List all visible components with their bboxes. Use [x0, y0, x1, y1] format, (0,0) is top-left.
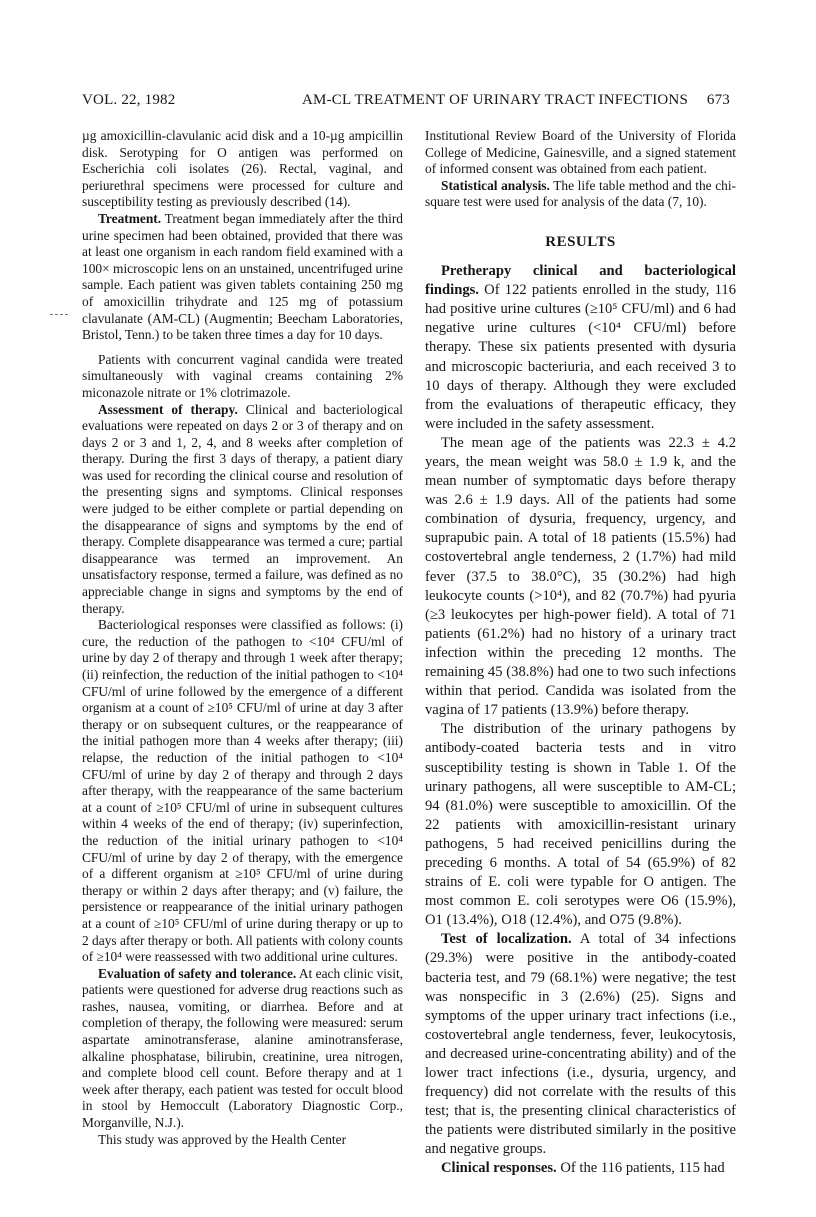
stats-paragraph — [425, 178, 736, 211]
assessment-heading: Assessment of therapy. — [98, 401, 238, 417]
margin-mark — [50, 314, 68, 316]
assessment-text: Clinical and bacteriological evaluations were repeated on days 2 or 3 of therapy and on days 2 or 3 and 1, 2, 4, and 8 weeks after completion of therapy. During the first 3 days of therapy, a patient diary was used for recording the clinical course and resolution of the presenting signs and symptoms. Clinical responses were judged to be either complete or partial depending on the disappearance of signs and symptoms by the end of therapy. Complete disappearance was termed a cure; partial disappearance was termed an improvement. An unsatisfactory response, termed a failure, was defined as no appreciable change in signs and symptoms by the end of therapy. — [82, 401, 403, 616]
clinical-paragraph — [425, 1159, 736, 1178]
pretherapy-heading: Pretherapy clinical and bacteriological findings. — [425, 263, 736, 299]
volume-label: VOL. 22, 1982 — [82, 92, 176, 108]
clinical-text: Of the 116 patients, 115 had — [560, 1160, 725, 1177]
approval-continued: Institutional Review Board of the University of Florida College of Medicine, Gainesville, and a signed statement of informed consent was obtained from each patient. — [425, 128, 736, 177]
treatment-heading: Treatment. — [98, 210, 162, 226]
results-heading: RESULTS — [545, 233, 616, 250]
clinical-heading: Clinical responses. — [441, 1160, 557, 1177]
bacteriological-paragraph: Bacteriological responses were classified as follows: (i) cure, the reduction of the pathogen to <10⁴ CFU/ml of urine by day 2 of therapy and through 1 week after therapy; (ii) reinfection, the reduction of the initial pathogen to <10⁴ CFU/ml of urine followed by the emergence of a different organism at a count of ≥10⁵ CFU/ml of urine at day 3 after therapy or on subsequent cultures, or the reappearance of the initial pathogen more than 4 weeks after therapy; (iii) relapse, the reduction of the initial pathogen to <10⁴ CFU/ml of urine by day 2 of therapy and through 2 days after therapy, with the reappearance of the same bacterium at a count of ≥10⁵ CFU/ml of urine in subsequent cultures within 4 weeks of the end of therapy; (iv) superinfection, the reduction of the initial urinary pathogen to <10⁴ CFU/ml of urine by day 2 of therapy, with the emergence of a different organism at ≥10⁵ CFU/ml of urine during therapy or within 2 days after therapy; and (v) failure, the persistence or reappearance of the initial urinary pathogen at a count of ≥10⁵ CFU/ml of urine during therapy or up to 2 days after therapy or both. All patients with colony counts of ≥10⁴ were reassessed with two additional urine cultures. — [82, 617, 403, 965]
running-title: AM-CL TREATMENT OF URINARY TRACT INFECTIONS — [302, 92, 688, 108]
pretherapy-text: Of 122 patients enrolled in the study, 116 had positive urine cultures (≥10⁵ CFU/ml) and 6 had negative urine cultures (<10⁴ CFU/ml) before therapy. These six patients presented with dysuria and microscopic bacteriuria, and each received 3 to 10 days of therapy. Although they were excluded from the evaluations of therapeutic efficacy, they were included in the safety assessment. — [425, 282, 736, 432]
page-number: 673 — [706, 92, 730, 108]
intro-paragraph: µg amoxicillin-clavulanic acid disk and a 10-µg ampicillin disk. Serotyping for O antigen was performed on Escherichia coli isolates (26). Rectal, vaginal, and periurethral specimens were processed for culture and susceptibility testing as previously described (14). — [82, 128, 403, 210]
safety-heading: Evaluation of safety and tolerance. — [98, 965, 297, 981]
right-column — [425, 128, 736, 1179]
localization-text: A total of 34 infections (29.3%) were positive in the antibody-coated bacteria test, and 79 (68.1%) were negative; the test was nonspecific in 3 (2.6%) (25). Signs and symptoms of the upper urinary tract infections (i.e., costovertebral angle tenderness, fever, leukocytosis, and decreased urine-concentrating ability) and of the lower tract infections (i.e., dysuria, urgency, and frequency) did not correlate with the results of this test; that is, the presenting clinical characteristics of the patients were distributed similarly in the positive and negative groups. — [425, 931, 736, 1158]
safety-paragraph — [82, 966, 403, 1132]
localization-paragraph — [425, 930, 736, 1159]
candida-paragraph: Patients with concurrent vaginal candida were treated simultaneously with vaginal creams containing 2% miconazole nitrate or 1% clotrimazole. — [82, 351, 403, 400]
running-header — [82, 92, 730, 114]
left-column — [82, 128, 403, 1148]
treatment-paragraph — [82, 211, 403, 344]
treatment-text: Treatment began immediately after the third urine specimen had been obtained, provided that there was at least one organism in each random field examined with a 100× microscopic lens on an unstained, uncentrifuged urine sample. Each patient was given tablets containing 250 mg of amoxicillin trihydrate and 125 mg of potassium clavulanate (AM-CL) (Augmentin; Beecham Laboratories, Bristol, Tenn.) to be taken three times a day for 10 days. — [82, 210, 403, 343]
localization-heading: Test of localization. — [441, 931, 572, 948]
mean-age-paragraph: The mean age of the patients was 22.3 ± 4.2 years, the mean weight was 58.0 ± 1.9 k, and the mean number of symptomatic days before therapy was 2.6 ± 1.9 days. All of the patients had some combination of dysuria, frequency, urgency, and suprapubic pain. A total of 18 patients (15.5%) had costovertebral angle tenderness, 2 (1.7%) had mild fever (37.5 to 38.0°C), 35 (30.2%) had high leukocyte counts (>10⁴), and 82 (70.7%) had pyuria (≥3 leukocytes per high-power field). A total of 71 patients (61.2%) had no history of a urinary tract infection within the preceding 12 months. The remaining 45 (38.8%) had one to two such infections within that period. Candida was isolated from the vagina of 17 patients (13.9%) before therapy. — [425, 434, 736, 719]
approval-paragraph: This study was approved by the Health Center — [98, 1131, 347, 1147]
assessment-paragraph — [82, 402, 403, 618]
safety-text: At each clinic visit, patients were questioned for adverse drug reactions such as rashes, nausea, vomiting, or diarrhea. Before and at completion of therapy, the following were measured: serum aspartate aminotransferase, alanine aminotransferase, alkaline phosphatase, bilirubin, creatinine, urea nitrogen, and complete blood cell count. Before therapy and at 1 week after therapy, each patient was tested for occult blood in stool by Hemoccult (Laboratory Diagnostic Corp., Morganville, N.J.). — [82, 965, 404, 1131]
pretherapy-paragraph — [425, 262, 736, 434]
stats-text: The life table method and the chi-square test were used for analysis of the data (7, 10). — [425, 177, 737, 210]
distribution-paragraph: The distribution of the urinary pathogens by antibody-coated bacteria tests and in vitro susceptibility testing is shown in Table 1. Of the urinary pathogens, all were susceptible to AM-CL; 94 (81.0%) were susceptible to amoxicillin. Of the 22 patients with amoxicillin-resistant urinary pathogens, 5 had received penicillins during the preceding 6 months. A total of 54 (65.9%) of 82 strains of E. coli were typable for O antigen. The most common E. coli serotypes were O6 (15.9%), O1 (13.4%), O18 (12.4%), and O75 (9.8%). — [425, 721, 736, 929]
stats-heading: Statistical analysis. — [441, 177, 550, 193]
